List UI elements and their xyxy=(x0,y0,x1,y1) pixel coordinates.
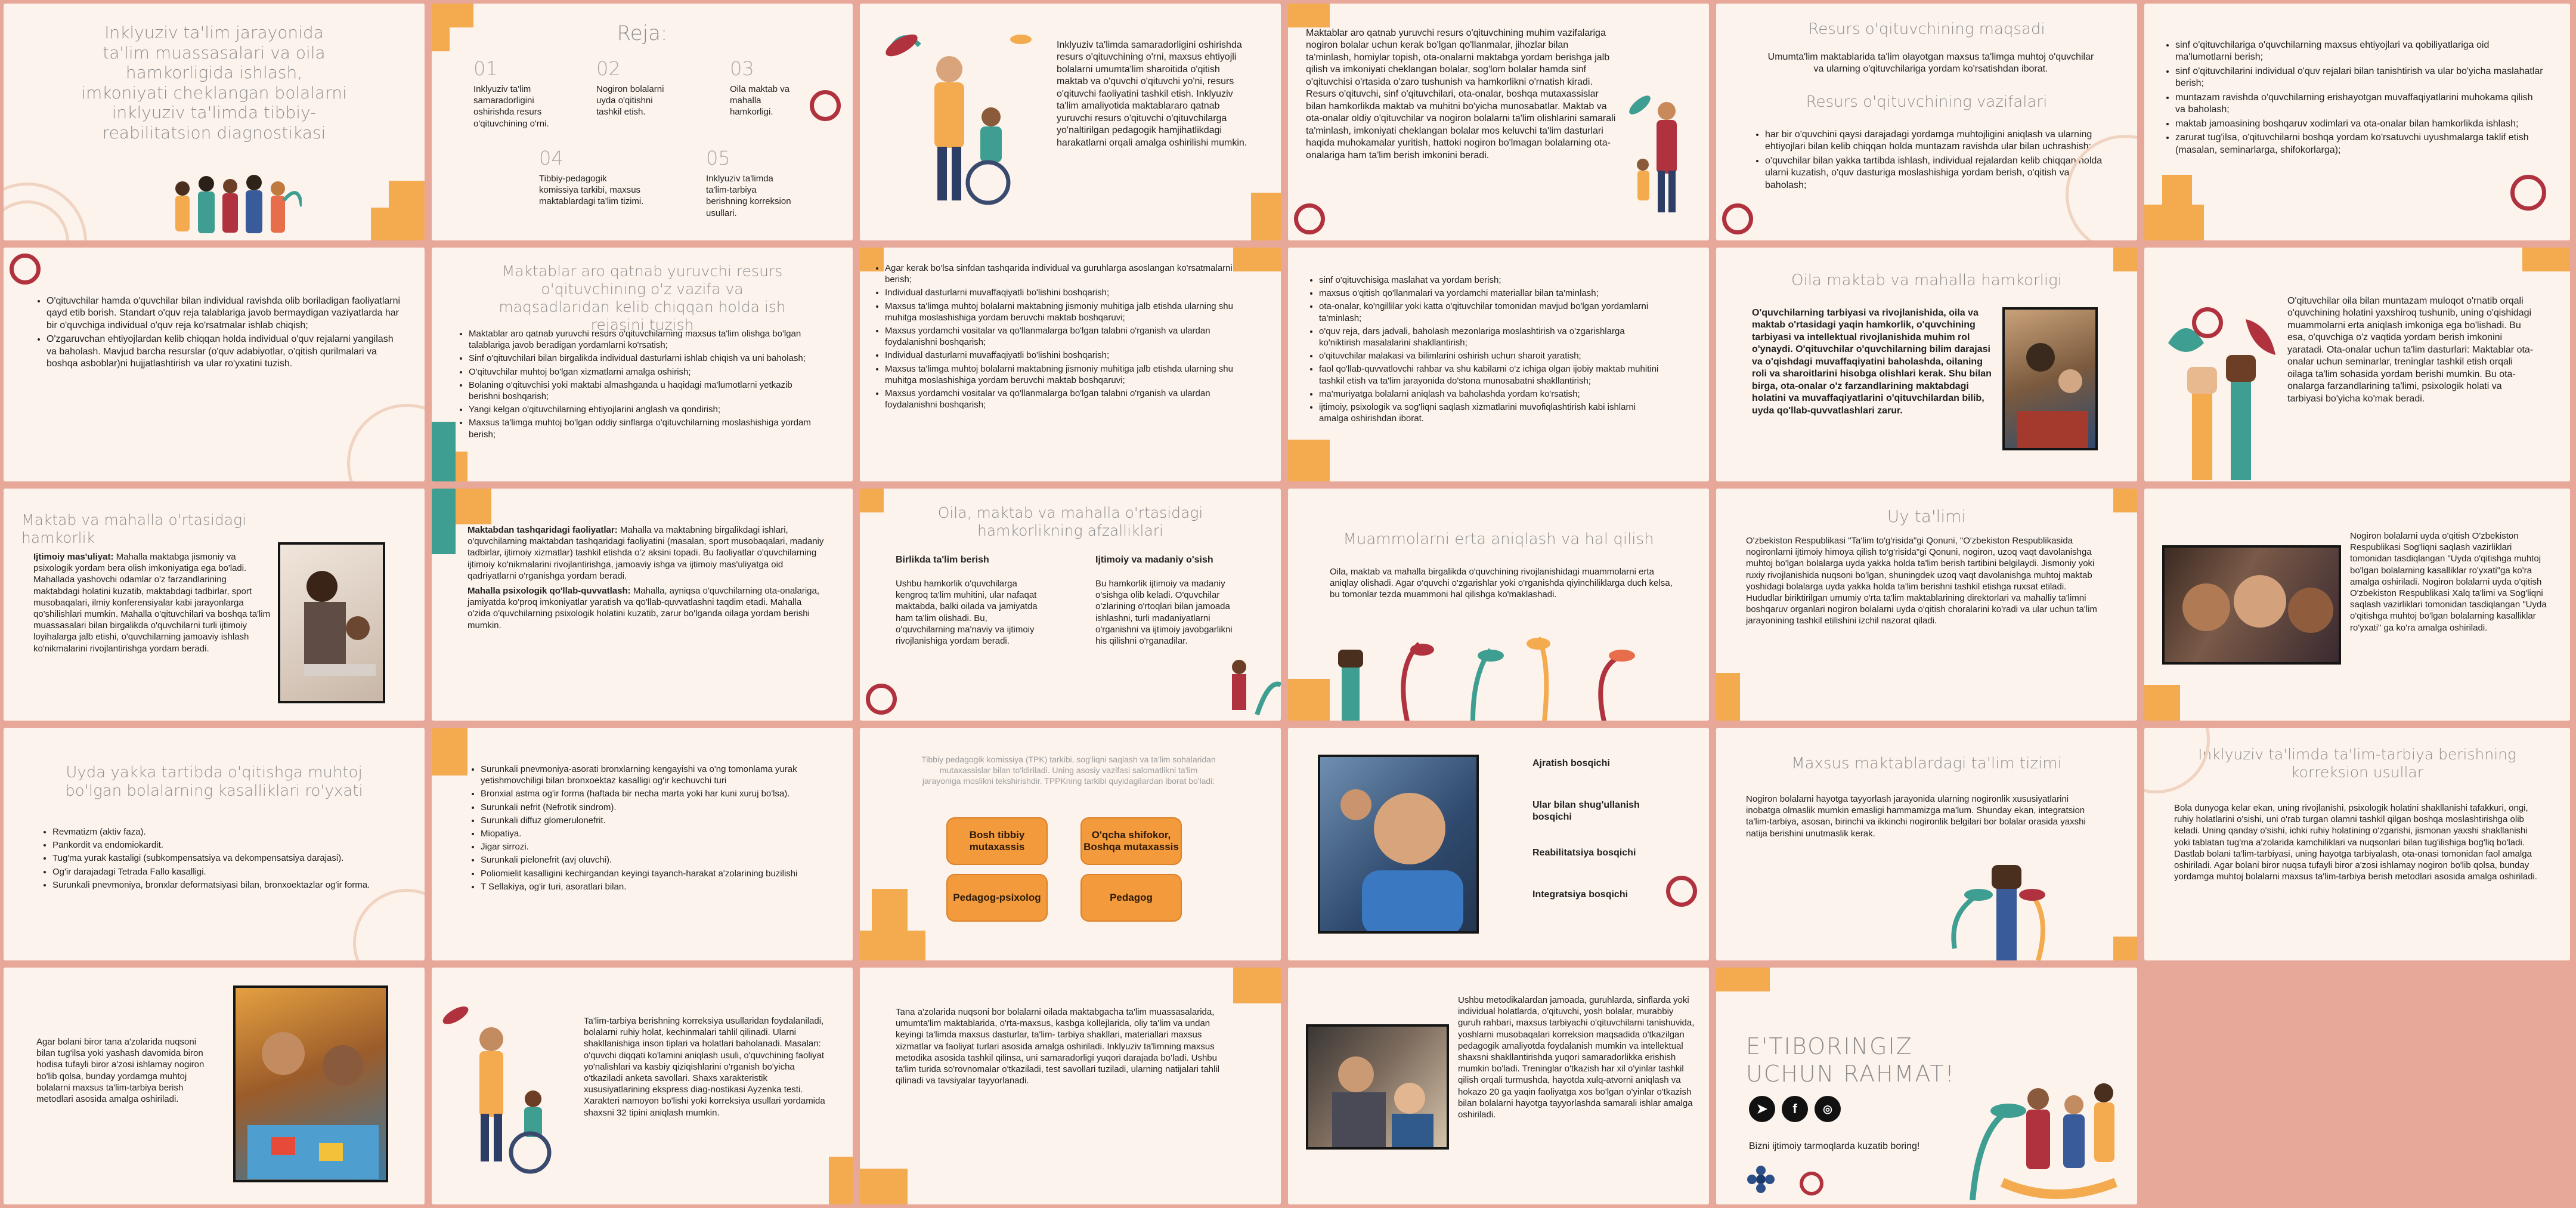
slide-title: Oila, maktab va mahalla o'rtasidagi hamkorlikning afzalliklari xyxy=(937,504,1203,539)
plan-item-02: 02 Nogiron bolalarni uyda o'qitishni tashkil etish. xyxy=(596,57,664,118)
decorative-steps xyxy=(1227,187,1281,240)
decorative-ring xyxy=(810,90,841,121)
decorative-ring xyxy=(1800,1172,1823,1195)
slide-text: Bola dunyoga kelar ekan, uning rivojlanishi, psixologik holatini shakllanishi tafakkuri, ongi, ruhiy holatlarini o'sishi, uni o'rab turgan olamni tashkil qilgan boshqa moslashtirishga olib keladi. Uning qanday o'sishi, ichki ruhiy holatining o'zgarishi, jismonan yaxshi shakllanishi yoki tablatan tug'ma a'zolarida kamchiliklari va nuqsonlari bilan tug'ilishiga bog'liq bo'ladi. Dastlab bolani ta'lim-tarbiyasi, uning hayotga tarbiyalash, ota-onasi tomonidan faol amalga oshiriladi. Agar bolani biror nuqsa tufayli biror a'zosi ishlamay nogiron bo'lib qolsa, bunday yordamga muhtoj bolalarni maxsus ta'lim-tarbiya berish metodlari asosida amalga oshiriladi. xyxy=(2174,803,2537,882)
decorative-steps xyxy=(1716,667,1770,721)
decorative-steps xyxy=(1215,968,1281,1039)
tpk-member-chief-doctor: Bosh tibbiy mutaxassis xyxy=(946,817,1048,865)
mother-child-photo xyxy=(278,542,385,703)
slide-text: Oila, maktab va mahalla birgalikda o'quvchining rivojlanishidagi muammolarni erta aniqlay olishadi. Agar o'quvchi o'zgarishlar yoki o'rganishda qiyinchiliklarga duch kelsa, bu tomonlar tezda muammoni hal qilishga ko'maklashadi. xyxy=(1330,567,1673,600)
slide-25[interactable] xyxy=(4,968,425,1204)
decorative-steps xyxy=(2083,489,2137,542)
decorative-steps xyxy=(2516,248,2570,301)
list-item: • Miopatiya. xyxy=(481,828,825,839)
slide-bullets xyxy=(2162,39,2544,158)
list-item: • faol qo'llab-quvvatlovchi rahbar va shu kabilarni o'z ichiga olgan ijobiy maktab muhitini tashkil etish va ta'lim jarayonida do'stona munosabatni shakllantirish; xyxy=(1319,363,1664,386)
decorative-steps xyxy=(860,489,914,542)
slide-5-resource-teacher-goal[interactable] xyxy=(1716,4,2137,240)
list-item: • har bir o'quvchini qaysi darajadagi yordamga muhtojligini aniqlash va ularning ehtiyojlari bilan kelib chiqqan holda muntazam ravishda ular bilan uchrashish; xyxy=(1765,129,2110,153)
facebook-icon[interactable]: f xyxy=(1782,1096,1808,1122)
slide-text: Agar bolani biror tana a'zolarida nuqsoni bilan tug'ilsa yoki yashash davomida biron hodisa tufayli biror a'zosi ishlamay nogiron bo'lib qolsa, bunday yordamga muhtoj bolalarni maxsus ta'lim-tarbiya berish metodlari asosida amalga oshiriladi. xyxy=(36,1037,205,1104)
list-item: • Tug'ma yurak kastaligi (subkompensatsiya va dekompensatsiya darajasi). xyxy=(52,852,409,864)
lead-label: Ijtimoiy mas'uliyat: xyxy=(33,552,114,562)
benefit-2-text: Bu hamkorlik ijtimoiy va madaniy o'sishga olib keladi. O'quvchilar o'zlarining o'rtoqlari bilan jamoada ishlashni, turli madaniyatlarni o'rganishni va ijtimoiy javobgarlikni his qilishni o'rganadilar. xyxy=(1095,579,1233,646)
list-item: • T Sellakiya, og'ir turi, asoratlari bilan. xyxy=(481,881,825,892)
list-item: • sinf o'qituvchilarini individual o'quv rejalari bilan tanishtirish va ular bo'yicha maslahatlar berish; xyxy=(2175,66,2544,90)
decorative-steps xyxy=(2083,248,2137,301)
family-illustration xyxy=(1215,649,1281,721)
slide-text: Inklyuziv ta'limda samaradorligini oshirishda resurs o'qituvchining o'rni, maxsus ehtiyojli bolalarni umumta'lim sharoitida o'qitish maktab va o'quvchi o'qituvchi yo'ni, resurs o'qituvchi faoliyatini tashkil etish. Inklyuziv ta'lim amaliyotida maktablararo qatnab yuruvchi resurs o'qituvchi o'qituvchilarga yo'naltirilgan pedagogik hamjihatlikdagi harakatlarni orqali amalga oshirilishi mumkin. xyxy=(1057,40,1247,148)
list-item: • Maxsus ta'limga muhtoj bo'lgan oddiy sinflarga o'qituvchilarning moslashishiga yordam berish; xyxy=(469,417,825,440)
decorative-steps xyxy=(2144,169,2210,240)
list-item: • O'zgaruvchan ehtiyojlardan kelib chiqqan holda individual o'quv rejalarni yangilash va baholash. Mavjud barcha resurslar (o'quv adabiyotlar, o'qitish qurilmalari va boshqa asboblar)ni hujjatlashtirish va ular ro'yxatini tuzish. xyxy=(47,333,403,370)
teacher-wheelchair-illustration xyxy=(432,991,569,1188)
slide-4[interactable] xyxy=(1288,4,1709,240)
slide-16-early-detection[interactable] xyxy=(1288,489,1709,721)
decorative-steps xyxy=(2144,667,2198,721)
list-item: • Poliomielit kasalligini kechirgandan keyingi tayanch-harakat a'zolarining buzilishi xyxy=(481,868,825,879)
slide-bullets xyxy=(1752,129,2110,193)
teacher-child-photo xyxy=(1306,1024,1449,1150)
slide-26[interactable] xyxy=(432,968,853,1204)
decorative-ring xyxy=(1722,203,1753,234)
slide-title: Muammolarni erta aniqlash va hal qilish xyxy=(1343,530,1654,548)
list-item: • Og'ir darajadagi Tetrada Fallo kasalligi. xyxy=(52,866,409,878)
decorative-arcs xyxy=(347,404,425,481)
raised-fist-illustration xyxy=(1943,847,2062,960)
slide-3[interactable] xyxy=(860,4,1281,240)
slide-title: Reja: xyxy=(617,21,668,45)
list-item: • Sinf o'qituvchilari bilan birgalikda individual dasturlarni ishlab chiqish va uni baholash; xyxy=(469,353,825,364)
list-item: • Individual dasturlarni muvaffaqiyatli bo'lishini boshqarish; xyxy=(885,350,1253,361)
list-item: • Surunkali pnevmoniya, bronxlar deformatsiyasi bilan, bronxoektazlar og'ir forma. xyxy=(52,879,409,891)
slide-10[interactable] xyxy=(1288,248,1709,481)
list-item: • o'quv reja, dars jadvali, baholash mezonlariga moslashtirish va o'zgarishlarga ko'niktirish masalalarini shakllantirish; xyxy=(1319,326,1664,348)
list-item: • O'qituvchilar hamda o'quvchilar bilan individual ravishda olib boriladigan faoliyatlarni qayd etib borish. Standart o'quv reja talablariga javob bermaydigan vaziyatlarda har bir o'quvchiga individual o'quv reja ko'rsatmalar ishlab chiqish; xyxy=(47,295,403,332)
slide-title: E'TIBORINGIZ UCHUN RAHMAT! xyxy=(1746,1033,1955,1087)
family-photo xyxy=(2002,307,2098,450)
slide-bullets xyxy=(467,764,825,894)
tpk-member-doctor: O'qcha shifokor, Boshqa mutaxassis xyxy=(1080,817,1182,865)
slide-27[interactable] xyxy=(860,968,1281,1204)
slide-text xyxy=(467,524,825,631)
slide-text: Ta'lim-tarbiya berishning korreksiya usullaridan foydalaniladi, bolalarni ruhiy holat, kechinmalari tahlil qilinadi. Ularni shakllanishiga inson tiplari va holatlari baholanadi. Masalan: o'quvchi diqqati ko'lamini aniqlash usuli, o'quvchining faoliyat yo'nalishlari va kasbiy qiziqishlarini o'rganish bo'yicha o'tkaziladi anketa savollari. Shaxs xarakteristik xususiyatlarining ekspress diag-nostikasi Ayzenka testi. Xarakteri namoyon bo'lishi yoki korreksiya usullari yordamida shaxsni 32 tipini aniqlash mumkin. xyxy=(584,1016,825,1118)
list-item: • zarurat tug'ilsa, o'qituvchilarni boshqa yordam ko'rsatuvchi uyushmalarga taklif etish (masalan, seminarlarga, shifokorlarga); xyxy=(2175,132,2544,156)
raised-hands-plants-illustration xyxy=(1318,626,1676,721)
mother-child-illustration xyxy=(1622,81,1699,236)
lead-label: Mahalla psixologik qo'llab-quvvatlash: xyxy=(467,585,631,596)
slide-22-stages[interactable] xyxy=(1288,728,1709,960)
slide-intro: Umumta'lim maktablarida ta'lim olayotgan maxsus ta'limga muhtoj o'quvchilar va ularning o'qituvchilariga yordam ko'rsatishdan iborat. xyxy=(1767,52,2094,75)
plan-item-03: 03 Oila maktab va mahalla hamkorligi. xyxy=(730,57,790,118)
list-item: • Revmatizm (aktiv faza). xyxy=(52,826,409,838)
slide-20[interactable] xyxy=(432,728,853,960)
decorative-ring xyxy=(10,254,41,285)
slide-title: Resurs o'qituvchining maqsadi xyxy=(1808,20,2045,38)
decorative-steps xyxy=(1288,410,1354,481)
list-item: • Surunkali pielonefrit (avj oluvchi). xyxy=(481,854,825,866)
decorative-steps xyxy=(2083,907,2137,960)
slide-text: O'qituvchilar oila bilan muntazam muloqot o'rnatib orqali o'quvchining holatini yaxshiroq tushunib, uning o'qishidagi muammolarni erta aniqlash imkoniga ega bo'lishadi. Bu esa, o'quvchiga o'z vaqtida yordam berish imkonini yaratadi. Ota-onalar uchun ta'lim dasturlari: Maktablar ota-onalar uchun seminarlar, treninglar tashkil etish orqali oilaga ta'lim sohasida yordam berishi mumkin. Bu ota-onalarga farzandlarining ta'limi, psixologik holati va tarbiyasi bo'yicha ko'mak beradi. xyxy=(2287,296,2534,404)
slide-bullets xyxy=(872,262,1253,412)
people-group-illustration xyxy=(165,165,302,240)
list-item: • sinf o'qituvchilariga o'quvchilarning maxsus ehtiyojlari va qobiliyatlariga oid ma'lumotlarni berish; xyxy=(2175,39,2544,64)
decorative-steps xyxy=(353,169,425,240)
plan-item-01: 01 Inklyuziv ta'lim samaradorligini oshirishda resurs o'qituvchining o'rni. xyxy=(473,57,549,129)
slide-title: Oila maktab va mahalla hamkorligi xyxy=(1791,271,2062,289)
stage-1: Ajratish bosqichi xyxy=(1532,758,1610,768)
slide-18[interactable] xyxy=(2144,489,2570,721)
benefit-2-heading: Ijtimoiy va madaniy o'sish xyxy=(1095,555,1213,565)
list-item: • Individual dasturlarni muvaffaqiyatli bo'lishini boshqarish; xyxy=(885,287,1253,298)
list-item: • Agar kerak bo'lsa sinfdan tashqarida individual va guruhlarga asoslangan ko'rsatmalarni berish; xyxy=(885,262,1253,285)
decorative-ring xyxy=(2510,175,2546,211)
community-illustration xyxy=(1967,1045,2128,1200)
decorative-steps xyxy=(432,728,497,799)
slide-bullets xyxy=(39,826,409,892)
slide-title: Maktablar aro qatnab yuruvchi resurs o'qituvchining o'z vazifa va maqsadlaridan kelib chiqqan holda ish rejasini tuzish xyxy=(499,262,786,333)
slide-title: Uy ta'limi xyxy=(1887,506,1967,526)
slide-title: Maktab va mahalla o'rtasidagi hamkorlik xyxy=(21,511,247,546)
lead-text: Mahalla, ayniqsa o'quvchilarning ota-onalariga, jamiyatda ko'proq imkoniyatlar yaratish va qo'llab-quvvatlashni taqdim etadi. Mahalla o'zida o'quvchilarning psixologik holatini kuzatib, zarur bo'lganda oilaga yordam berishi mumkin. xyxy=(467,585,820,631)
list-item: • ota-onalar, ko'ngillilar yoki katta o'qituvchilar tomonidan mavjud bo'lgan yordamlarni ta'minlash; xyxy=(1319,301,1664,323)
slide-21-tpk[interactable] xyxy=(860,728,1281,960)
slide-text: Nogiron bolalarni uyda o'qitish O'zbekiston Respublikasi Sog'liqni saqlash vazirliklari tomonidan tasdiqlangan "Uyda o'qitishga muhtoj bo'lgan bolalarning kasalliklar ro'yxati"ga ko'ra amalga oshiriladi. Nogiron bolalarni uyda o'qitish O'zbekiston Respublikasi Xalq ta'limi va Sog'liqni saqlash vazirliklari tomonidan tasdiqlangan "Uyda o'qitishga muhtoj bo'lgan bolalarning kasalliklar ro'yxati" ga ko'ra amalga oshiriladi. xyxy=(2350,531,2547,633)
flower-icon xyxy=(1746,1164,1776,1194)
decorative-arcs xyxy=(2144,728,2210,793)
plan-item-05: 05 Inklyuziv ta'limda ta'lim-tarbiya berishning korreksion usullari. xyxy=(706,147,791,218)
slide-17-home-schooling[interactable] xyxy=(1716,489,2137,721)
family-wheelchair-illustration xyxy=(878,16,1033,218)
slide-title: Inklyuziv ta'lim jarayonida ta'lim muassasalari va oila hamkorligida ishlash, imkoniyati cheklangan bolalarni inklyuziv ta'limda tibbiy-reabilitatsion diagnostikasi xyxy=(81,23,347,143)
slide-bullets xyxy=(1306,274,1664,426)
lead-label: Maktabdan tashqaridagi faoliyatlar: xyxy=(467,525,618,535)
list-item: • Maxsus ta'limga muhtoj bolalarni maktabning jismoniy muhitiga jalb etishda ularning shu muhitga moslashishiga yordam beruvchi maktab boshqaruvi; xyxy=(885,301,1253,323)
decorative-steps xyxy=(799,1151,853,1204)
slide-11-family-school[interactable] xyxy=(1716,248,2137,481)
slide-title: Maxsus maktablardagi ta'lim tizimi xyxy=(1791,755,2062,773)
slide-text xyxy=(33,551,272,654)
list-item: • o'quvchilar bilan yakka tartibda ishlash, individual rejalardan kelib chiqqan holda ularni kuzatish, o'quv dasturiga moslashishiga yordam berish, o'qitish va baholash; xyxy=(1765,155,2110,191)
tpk-member-pedagog: Pedagog xyxy=(1080,874,1182,922)
slide-9[interactable] xyxy=(860,248,1281,481)
decorative-arcs xyxy=(353,889,425,960)
decorative-steps xyxy=(432,416,491,481)
decorative-ring xyxy=(1666,876,1697,907)
list-item: • Bronxial astma og'ir forma (haftada bir necha marta yoki har kuni xuruj bo'lsa). xyxy=(481,788,825,799)
slide-text: Nogiron bolalarni hayotga tayyorlash jarayonida ularning nogironlik xususiyatlarini inobatga olmaslik mumkin emasligi hammamizga ma'lum. Shunday ekan, integratsion ta'lim-tarbiya, asosan, birinchi va ikkinchi nogironlik belgilari bor bolalar orasida yaxshi natija berishini unutmaslik kerak. xyxy=(1746,794,2086,839)
list-item: • Maxsus ta'limga muhtoj bolalarni maktabning jismoniy muhitiga jalb etishda ularning shu muhitga moslashishiga yordam beruvchi maktab boshqaruvi; xyxy=(885,363,1253,386)
list-item: • O'qituvchilar muhtoj bo'lgan xizmatlarni amalga oshirish; xyxy=(469,366,825,378)
slide-bullets xyxy=(456,328,825,442)
stage-3: Reabilitatsiya bosqichi xyxy=(1532,848,1636,858)
slide-13-school-neighborhood[interactable] xyxy=(4,489,425,721)
list-item: • maxsus o'qitish qo'llanmalari va yordamchi materiallar bilan ta'minlash; xyxy=(1319,288,1664,299)
list-item: • muntazam ravishda o'quvchilarning erishayotgan muvaffaqiyatlarini muhokama qilish va baholash; xyxy=(2175,92,2544,116)
slide-23-special-schools[interactable] xyxy=(1716,728,2137,960)
slide-14[interactable] xyxy=(432,489,853,721)
lead-text: Mahalla va maktabning birgalikdagi ishlari, o'quvchilarning maktabdan tashqaridagi faoliyatini (masalan, sport musobaqalari, madaniy tadbirlar, ijtimoiy xizmatlar) tashkil etishda o'z aksini topadi. Bu faoliyatlar o'quvchilarning ijtimoiy ko'nikmalarini rivojlantirishga, jamoaviy ishga va ijtimoiy mas'uliyatga oid qadriyatlarni o'rganishga yordam beradi. xyxy=(467,525,824,581)
list-item: • Surunkali nefrit (Nefrotik sindrom). xyxy=(481,802,825,813)
decorative-ring xyxy=(2192,307,2223,338)
slide-title: Uyda yakka tartibda o'qitishga muhtoj bo'lgan bolalarning kasalliklari ro'yxati xyxy=(65,764,363,801)
slide-text: O'zbekiston Respublikasi "Ta'lim to'g'risida"gi Qonuni, "O'zbekiston Respublikasida nogironlarni ijtimoiy himoya qilish to'g'risida"gi Qonuni, nogiron, uzoq vaqt davolanishga muhtoj bo'lgan bolalarga uyda yakka holda ta'lim berish tartibini belgilaydi. Jismoniy yoki ruxiy rivojlanishida nuqsoni bo'lgan, shuningdek uzoq vaqt davolanishga muhtoj maktab yoshidagi bolalarga uyda yakka holda ta'lim berishni tashkil etishga ruxsat etiladi. Hududlar biriktirilgan umumiy o'rta ta'lim maktablarining direktorlari va mahalliy ta'limni boshqaruv organlari nogiron bolalarni uyda o'qitish choralarini ko'radi va ular uchun ta'lim jarayonining tashkil etilishini izchil nazorat qiladi. xyxy=(1746,536,2097,626)
slide-text: Ushbu metodikalardan jamoada, guruhlarda, sinflarda yoki individual holatlarda, o'qituvchi, yosh bolalar, murabbiy guruh rahbari, maxsus tarbiyachi o'qituvchilarni tanishuvida, yoshlarni musobaqalari korreksion maqsadida o'tkazilgan pedagogik amaliyotda foydalanish mumkin va intellektual shaxsni shakllantirishda yuqori samaradorlikka erishish mumkin bo'ladi. Treninglar o'tkazish har xil o'yinlar tashkil qilish orqali turmushda, hayotda xulq-atvorni aniqlash va hokazo 20 ga yaqin faoliyatga xos bo'lgan o'yinlar o'tkazish bilan bolalarni hayotga tayyorlashda samarali ishlar amalga oshiriladi. xyxy=(1458,995,1695,1120)
slide-bullets xyxy=(33,295,403,372)
slide-8[interactable] xyxy=(432,248,853,481)
slide-29-thank-you[interactable] xyxy=(1716,968,2137,1204)
decorative-steps xyxy=(860,883,937,960)
slide-7[interactable] xyxy=(4,248,425,481)
lead-text: Mahalla maktabga jismoniy va psixologik yordam bera olish imkoniyatiga ega bo'ladi. Mahallada yashovchi odamlar o'z farzandlarining maktabdagi holatini kuzatib, maktabdagi tadbirlar, sport musobaqalari, ilmiy konferensiyalar kabi jarayonlarga qo'shilishlari mumkin. Mahalla o'qituvchilari va boshqa ta'lim muassasalari bilan birgalikda o'quvchilarni turli ijtimoiy loyihalarga jalb etishi, o'quvchilarning jamoaviy ishlash ko'nikmalarini rivojlantirishga yordam beradi. xyxy=(33,552,271,654)
decorative-steps xyxy=(432,489,497,560)
telegram-icon[interactable]: ➤ xyxy=(1749,1096,1775,1122)
instagram-icon[interactable]: ◎ xyxy=(1815,1096,1841,1122)
decorative-steps xyxy=(1716,968,1782,1027)
slide-subtitle: Resurs o'qituvchining vazifalari xyxy=(1806,93,2048,111)
smiling-boy-photo xyxy=(1318,755,1479,934)
list-item: • Maxsus yordamchi vositalar va qo'llanmalarga bo'lgan talabni o'rganish va ulardan foydalanishni boshqarish; xyxy=(885,325,1253,348)
slide-text: O'quvchilarning tarbiyasi va rivojlanishida, oila va maktab o'rtasidagi yaqin hamkorlik, o'quvchining tarbiyasi va intellektual rivojlanishida muhim rol o'ynaydi. O'qituvchilar o'quvchilarning bilim darajasi va o'qishdagi muvaffaqiyatini baholashda, oilaning roli va sharoitlarini hisobga olishlari kerak. Shu bilan birga, ota-onalar o'z farzandlarining maktabdagi holatini va muvaffaqiyatlarini o'qituvchilardan bilib, uyda qo'llab-quvvatlashlari zarur. xyxy=(1752,308,1992,416)
raised-fists-illustration xyxy=(2156,307,2293,480)
list-item: • Surunkali diffuz glomerulonefrit. xyxy=(481,815,825,826)
decorative-steps xyxy=(1288,655,1354,721)
slide-text: Tibbiy pedagogik komissiya (TPK) tarkibi, sog'liqni saqlash va ta'lim sohalaridan mutaxassislar bilan to'ldiriladi. Uning asosiy vazifasi salomatlikni ta'lim jarayoniga moslikni tekshirishdir. TPPKning tarkibi quyidagilardan iborat bo'ladi: xyxy=(921,755,1216,786)
list-item: • ma'muriyatga bolalarni aniqlash va baholashda yordam ko'rsatish; xyxy=(1319,388,1664,400)
slide-19-disease-list[interactable] xyxy=(4,728,425,960)
kids-puzzle-photo xyxy=(233,985,388,1182)
slide-28[interactable] xyxy=(1288,968,1709,1204)
children-photo xyxy=(2162,545,2341,665)
stage-2: Ular bilan shug'ullanish bosqichi xyxy=(1532,800,1640,823)
list-item: • maktab jamoasining boshqaruv xodimlari va ota-onalar bilan hamkorlikda ishlash; xyxy=(2175,118,2544,130)
slide-1-title[interactable] xyxy=(4,4,425,240)
benefit-1-heading: Birlikda ta'lim berish xyxy=(896,555,989,565)
slide-12[interactable] xyxy=(2144,248,2570,481)
list-item: • Surunkali pnevmoniya-asorati bronxlarning kengayishi va o'ng tomonlama yurak yetishmovchiligi bilan bronxoektaz kasalligi og'ir kechuvchi turi xyxy=(481,764,825,786)
tpk-member-psychologist: Pedagog-psixolog xyxy=(946,874,1048,922)
slide-15-benefits[interactable] xyxy=(860,489,1281,721)
slide-6[interactable] xyxy=(2144,4,2570,240)
decorative-steps xyxy=(1221,248,1281,295)
decorative-ring xyxy=(866,684,897,715)
slide-2-plan[interactable] xyxy=(432,4,853,240)
benefit-1-text: Ushbu hamkorlik o'quvchilarga kengroq ta'lim muhitini, ular nafaqat maktabda, balki oilada va jamiyatda ham ta'lim olishadi. Bu, o'quvchilarning ma'naviy va ijtimoiy rivojlanishiga yordam beradi. xyxy=(896,579,1038,646)
decorative-steps xyxy=(860,1133,925,1204)
slide-text: Bizni ijtimoiy tarmoqlarda kuzatib boring! xyxy=(1749,1141,1920,1151)
list-item: • Jigar sirrozi. xyxy=(481,841,825,852)
list-item: • sinf o'qituvchisiga maslahat va yordam berish; xyxy=(1319,274,1664,286)
list-item: • Maktablar aro qatnab yuruvchi resurs o'qituvchilarning maxsus ta'lim olishga bo'lgan talablariga javob beradigan yordamlarni ko'rsatish; xyxy=(469,328,825,351)
plan-item-04: 04 Tibbiy-pedagogik komissiya tarkibi, maxsus maktablardagi ta'lim tizimi. xyxy=(539,147,644,207)
list-item: • Yangi kelgan o'qituvchilarning ehtiyojlarini anglash va qondirish; xyxy=(469,404,825,415)
list-item: • Bolaning o'qituvchisi yoki maktabi almashganda u haqidagi ma'lumotlarni yetkazib berishni boshqarish; xyxy=(469,379,825,402)
slide-text: Maktablar aro qatnab yuruvchi resurs o'qituvchining muhim vazifalariga nogiron bolalar uchun kerak bo'lgan qo'llanmalar, jihozlar bilan ta'minlash, homiylar topish, ota-onalarni maktabga yordam berishga jalb qilish va imkoniyati cheklangan bolalar, sog'lom bolalar hamda sinf o'qituvchisi o'rtasida o'zaro tushunish va hamkorlikni o'rnatish kiradi. Resurs o'qituvchi, sinf o'qituvchilari, ota-onalar, boshqa mutaxassislar bilan hamkorlikda maktab va muhitni bo'yicha munosabatlar. Maktab va ota-onalar oldiy o'qituvchilar va nogiron bolalarni ta'lim olishlarini samarali ta'minlash, imkoniyati cheklangan bolalar mos keluvchi ta'lim dasturlari haqida muhokamalar yuritish, hattoki nogiron bo'lmagan bolalarning ota-onalariga ham ta'lim berish imkonini beradi. xyxy=(1306,28,1616,160)
stage-4: Integratsiya bosqichi xyxy=(1532,889,1628,900)
slide-text: Tana a'zolarida nuqsoni bor bolalarni oilada maktabgacha ta'lim muassasalarida, umumta'lim maktablarida, o'rta-maxsus, kasbga kollejlarida, oliy ta'lim va undan keyingi ta'limda maxsus dasturlar, ta'lim- tarbiya shakllari, materiallari maxsus xizmatlar va faoliyat turlari asosida amalga oshiriladi. Inklyuziv ta'limning maxsus metodika asosida tashkil qilinsa, uni samaradorligi yuqori darajada bo'ladi. Ushbu ta'lim turida so'rovnomalar o'tkaziladi, test savollari tuziladi, ularning natijalari tahlil qilinadi va tavsiyalar tayyorlanadi. xyxy=(896,1007,1220,1086)
list-item: • ijtimoiy, psixologik va sog'liqni saqlash xizmatlarini muvofiqlashtirish kabi ishlarni amalga oshirishdan iborat. xyxy=(1319,401,1664,424)
slide-24-correction-methods[interactable] xyxy=(2144,728,2570,960)
list-item: • o'qituvchilar malakasi va bilimlarini oshirish uchun sharoit yaratish; xyxy=(1319,350,1664,362)
decorative-ring xyxy=(1294,203,1325,234)
list-item: • Maxsus yordamchi vositalar va qo'llanmalarga bo'lgan talabni o'rganish va ulardan foydalanishni boshqarish; xyxy=(885,388,1253,410)
slide-title: Inklyuziv ta'limda ta'lim-tarbiya berishning korreksion usullar xyxy=(2198,746,2516,781)
list-item: • Pankordit va endomiokardit. xyxy=(52,839,409,851)
